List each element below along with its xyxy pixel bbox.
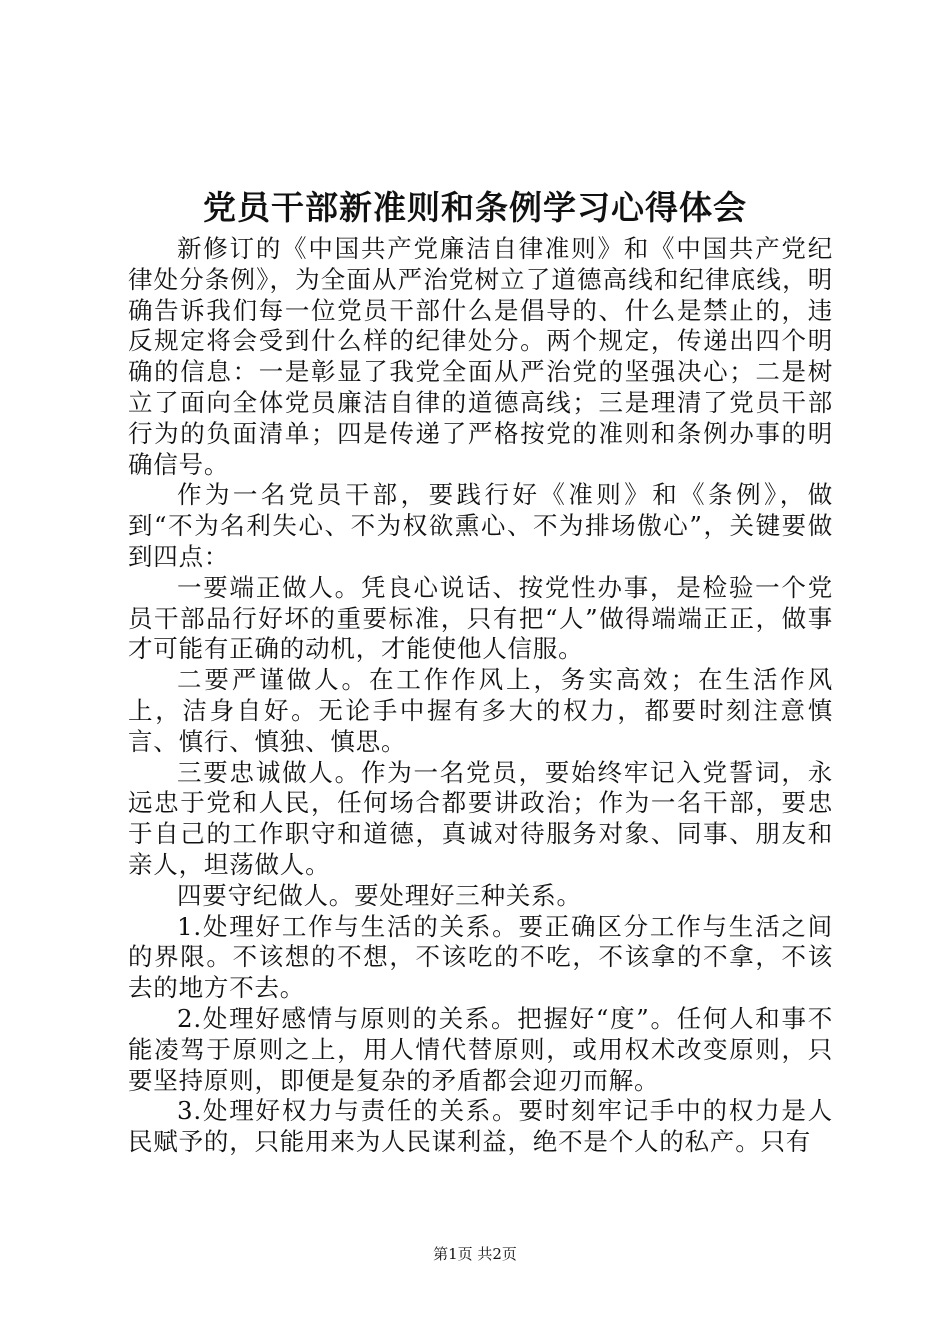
paragraph-intro: 新修订的《中国共产党廉洁自律准则》和《中国共产党纪律处分条例》，为全面从严治党树立了道德高线和纪律底线，明确告诉我们每一位党员干部什么是倡导的、什么是禁止的，违反规定将会受到什么样的纪律处分。两个规定，传递出四个明确的信息：一是彰显了我党全面从严治党的坚强决心；二是树立了面向全体党员廉洁自律的道德高线；三是理清了党员干部行为的负面清单；四是传递了严格按党的准则和条例办事的明确信号。 <box>128 234 833 479</box>
paragraph-point-three: 三要忠诚做人。作为一名党员，要始终牢记入党誓词，永远忠于党和人民，任何场合都要讲政治；作为一名干部，要忠于自己的工作职守和道德，真诚对待服务对象、同事、朋友和亲人，坦荡做人。 <box>128 757 833 879</box>
document-body <box>128 234 833 1158</box>
paragraph-four-points: 作为一名党员干部，要践行好《准则》和《条例》，做到“不为名利失心、不为权欲熏心、不为排场傲心”，关键要做到四点： <box>128 480 833 571</box>
paragraph-relation-one: 1.处理好工作与生活的关系。要正确区分工作与生活之间的界限。不该想的不想，不该吃的不吃，不该拿的不拿，不该去的地方不去。 <box>128 911 833 1003</box>
paragraph-relation-three: 3.处理好权力与责任的关系。要时刻牢记手中的权力是人民赋予的，只能用来为人民谋利益，绝不是个人的私产。只有 <box>128 1096 833 1157</box>
paragraph-point-two: 二要严谨做人。在工作作风上，务实高效；在生活作风上，洁身自好。无论手中握有多大的权力，都要时刻注意慎言、慎行、慎独、慎思。 <box>128 665 833 756</box>
document-title: 党员干部新准则和条例学习心得体会 <box>203 188 747 227</box>
page-number-footer: 第1页 共2页 <box>433 1245 517 1263</box>
paragraph-relation-two: 2.处理好感情与原则的关系。把握好“度”。任何人和事不能凌驾于原则之上，用人情代替原则，或用权术改变原则，只要坚持原则，即便是复杂的矛盾都会迎刃而解。 <box>128 1003 833 1095</box>
paragraph-point-one: 一要端正做人。凭良心说话、按党性办事，是检验一个党员干部品行好坏的重要标准，只有把“人”做得端端正正，做事才可能有正确的动机，才能使他人信服。 <box>128 572 833 664</box>
paragraph-point-four: 四要守纪做人。要处理好三种关系。 <box>177 880 582 910</box>
